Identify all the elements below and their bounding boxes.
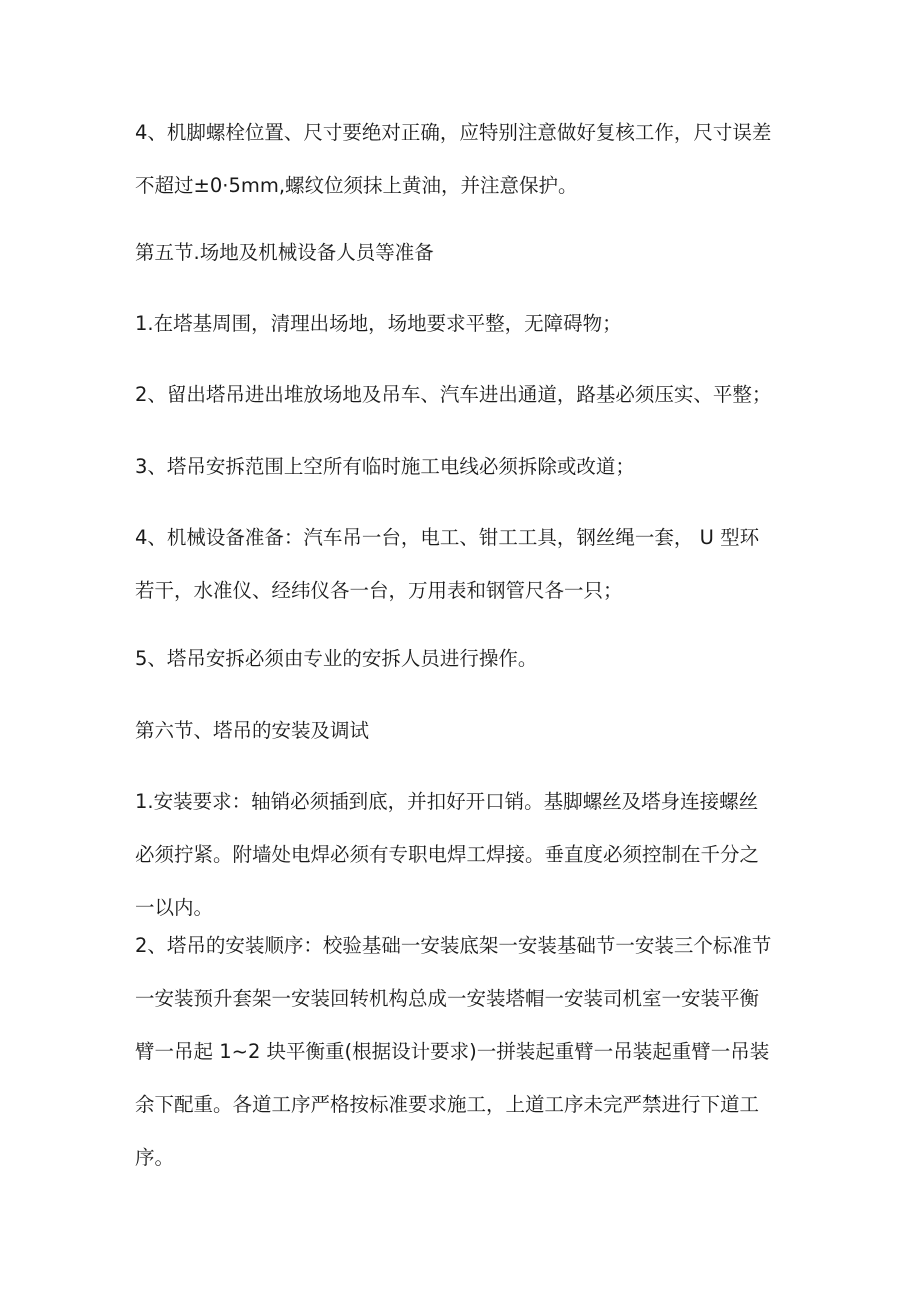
text-line: 序。 bbox=[135, 1146, 175, 1169]
text-line: 余下配重。各道工序严格按标准要求施工，上道工序未完严禁进行下道工 bbox=[135, 1093, 760, 1116]
paragraph-item-5 bbox=[135, 632, 815, 685]
text-line: 4、机械设备准备：汽车吊一台，电工、钳工工具，钢丝绳一套， U 型环 bbox=[135, 526, 760, 549]
paragraph-install-sequence bbox=[135, 919, 815, 1184]
text-line: 2、留出塔吊进出堆放场地及吊车、汽车进出通道，路基必须压实、平整； bbox=[135, 383, 772, 406]
text-line: 3、塔吊安拆范围上空所有临时施工电线必须拆除或改道； bbox=[135, 455, 635, 478]
paragraph-item-4 bbox=[135, 511, 815, 617]
text-line: 必须拧紧。附墙处电焊必须有专职电焊工焊接。垂直度必须控制在千分之 bbox=[135, 843, 760, 866]
text-line: 若干，水准仪、经纬仪各一台，万用表和钢管尺各一只； bbox=[135, 579, 623, 602]
paragraph-item-1 bbox=[135, 297, 815, 350]
paragraph-item-3 bbox=[135, 440, 815, 493]
paragraph-item-2 bbox=[135, 368, 815, 421]
section-heading-5 bbox=[135, 226, 815, 279]
text-line: 第六节、塔吊的安装及调试 bbox=[135, 719, 370, 742]
text-line: 一以内。 bbox=[135, 896, 214, 919]
paragraph-install-requirements bbox=[135, 775, 815, 934]
text-line: 一安装预升套架一安装回转机构总成一安装塔帽一安装司机室一安装平衡 bbox=[135, 987, 760, 1010]
text-line: 不超过±0·5mm,螺纹位须抹上黄油，并注意保护。 bbox=[135, 174, 578, 197]
text-line: 5、塔吊安拆必须由专业的安拆人员进行操作。 bbox=[135, 647, 538, 670]
text-line: 1.安装要求：轴销必须插到底，并扣好开口销。基脚螺丝及塔身连接螺丝 bbox=[135, 790, 759, 813]
text-line: 4、机脚螺栓位置、尺寸要绝对正确，应特别注意做好复核工作，尺寸误差 bbox=[135, 121, 772, 144]
text-line: 2、塔吊的安装顺序：校验基础一安装底架一安装基础节一安装三个标准节 bbox=[135, 934, 772, 957]
text-line: 第五节.场地及机械设备人员等准备 bbox=[135, 241, 434, 264]
text-line: 臂一吊起 1~2 块平衡重(根据设计要求)一拼装起重臂一吊装起重臂一吊装 bbox=[135, 1040, 770, 1063]
text-line: 1.在塔基周围，清理出场地，场地要求平整，无障碍物； bbox=[135, 312, 622, 335]
paragraph-anchor-bolts bbox=[135, 106, 815, 212]
section-heading-6 bbox=[135, 704, 815, 757]
